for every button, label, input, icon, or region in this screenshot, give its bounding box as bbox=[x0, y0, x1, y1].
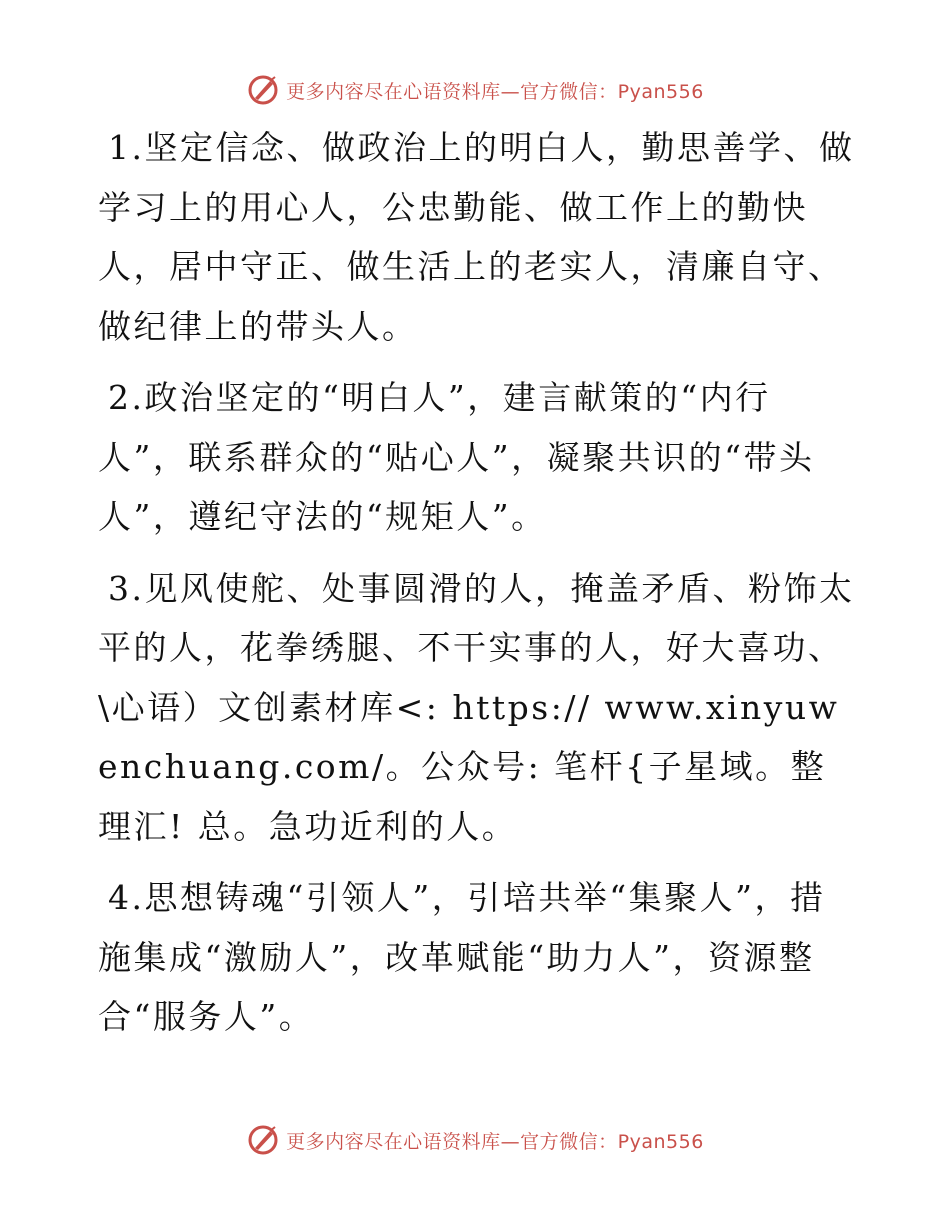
footer-banner-text: 更多内容尽在心语资料库—官方微信：Pyan556 bbox=[286, 1130, 704, 1153]
footer-banner bbox=[0, 1120, 950, 1160]
quill-pen-circle-icon bbox=[246, 1123, 280, 1157]
document-body bbox=[98, 118, 858, 1059]
quill-pen-circle-icon bbox=[246, 73, 280, 107]
paragraph-1: 1.坚定信念、做政治上的明白人，勤思善学、做学习上的用心人，公忠勤能、做工作上的勤快人，居中守正、做生活上的老实人，清廉自守、做纪律上的带头人。 bbox=[98, 128, 855, 346]
header-banner-text: 更多内容尽在心语资料库—官方微信：Pyan556 bbox=[286, 80, 704, 103]
header-banner bbox=[0, 70, 950, 110]
paragraph-4: 4.思想铸魂“引领人”，引培共举“集聚人”，措施集成“激励人”，改革赋能“助力人”，资源整合“服务人”。 bbox=[98, 878, 826, 1036]
paragraph-2: 2.政治坚定的“明白人”，建言献策的“内行人”，联系群众的“贴心人”，凝聚共识的“带头人”，遵纪守法的“规矩人”。 bbox=[98, 378, 815, 536]
paragraph-3: 3.见风使舵、处事圆滑的人，掩盖矛盾、粉饰太平的人，花拳绣腿、不干实事的人，好大喜功、\心语）文创素材库<: https:// www.xinyuwenchuang.com/。公众号: 笔杆{子星域。整理汇! 总。急功近利的人。 bbox=[98, 568, 855, 846]
